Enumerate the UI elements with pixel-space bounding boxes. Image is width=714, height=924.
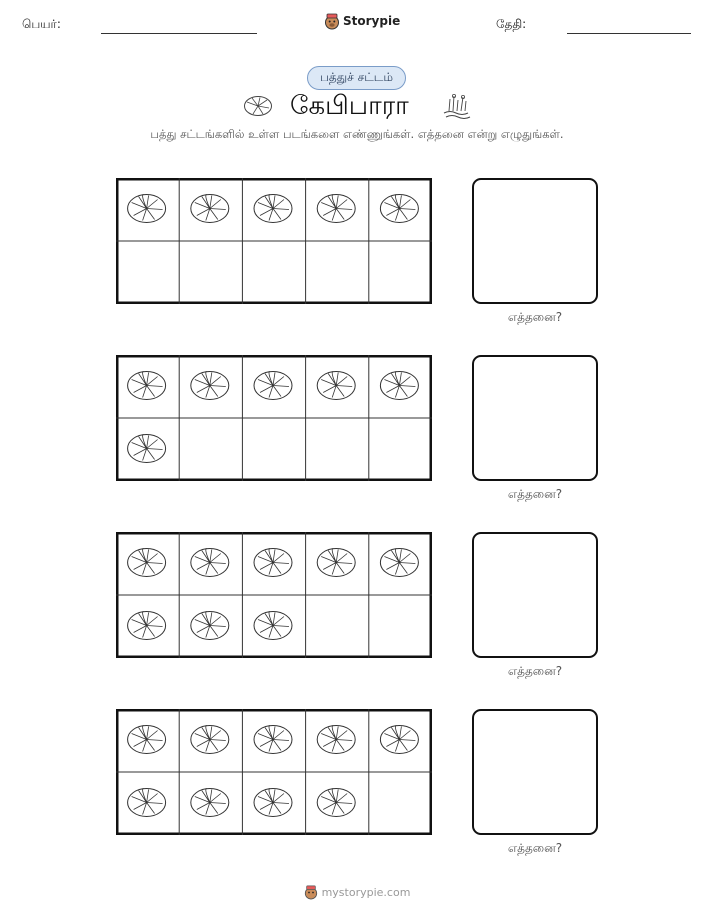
ten-frame-grid [116,355,432,481]
lily-pad-icon [254,726,292,754]
page-title: கேபிபாரா [290,91,409,121]
lily-pad-icon [317,726,355,754]
lily-pad-icon [254,549,292,577]
lily-pad-icon [254,789,292,817]
lily-pad-icon [380,372,418,400]
lily-pad-icon [191,726,229,754]
lily-pad-icon [254,612,292,640]
lily-pad-icon [191,789,229,817]
lily-pad-icon [380,195,418,223]
lily-pad-icon [191,372,229,400]
brand-name: Storypie [343,14,401,28]
ten-frame-grid [116,178,432,304]
answer-box[interactable] [472,178,598,304]
answer-box[interactable] [472,355,598,481]
lily-pad-icon [128,726,166,754]
lily-pad-icon [191,549,229,577]
ten-frame [116,355,432,481]
date-label: தேதி: [496,17,527,31]
lily-pad-icon [243,95,273,117]
name-label: பெயர்: [22,17,61,31]
lily-pad-icon [317,372,355,400]
capybara-logo-icon [304,884,318,900]
lily-pad-icon [254,195,292,223]
answer-box[interactable] [472,709,598,835]
how-many-label: எத்தனை? [507,841,563,855]
capybara-logo-icon [324,12,340,30]
ten-frame [116,532,432,658]
brand [324,12,400,30]
ten-frame-grid [116,709,432,835]
lily-pad-icon [128,549,166,577]
lily-pad-icon [380,549,418,577]
water-grass-icon [440,93,474,119]
lily-pad-icon [128,612,166,640]
lily-pad-icon [128,195,166,223]
lily-pad-icon [317,195,355,223]
instruction-text: பத்து சட்டங்களில் உள்ள படங்களை எண்ணுங்கள். எத்தனை என்று எழுதுங்கள். [150,127,564,141]
lily-pad-icon [254,372,292,400]
how-many-label: எத்தனை? [507,487,563,501]
date-line[interactable] [567,33,691,34]
lily-pad-icon [128,372,166,400]
name-line[interactable] [101,33,257,34]
lily-pad-icon [317,789,355,817]
ten-frame [116,709,432,835]
answer-box[interactable] [472,532,598,658]
lily-pad-icon [380,726,418,754]
ten-frame [116,178,432,304]
lily-pad-icon [128,789,166,817]
lily-pad-icon [317,549,355,577]
lily-pad-icon [191,612,229,640]
lily-pad-icon [128,435,166,463]
lily-pad-icon [191,195,229,223]
topic-badge: பத்துச் சட்டம் [307,66,406,90]
how-many-label: எத்தனை? [507,664,563,678]
ten-frame-grid [116,532,432,658]
footer-url: mystorypie.com [321,885,411,899]
how-many-label: எத்தனை? [507,310,563,324]
title-row [0,90,714,122]
footer [0,884,714,900]
